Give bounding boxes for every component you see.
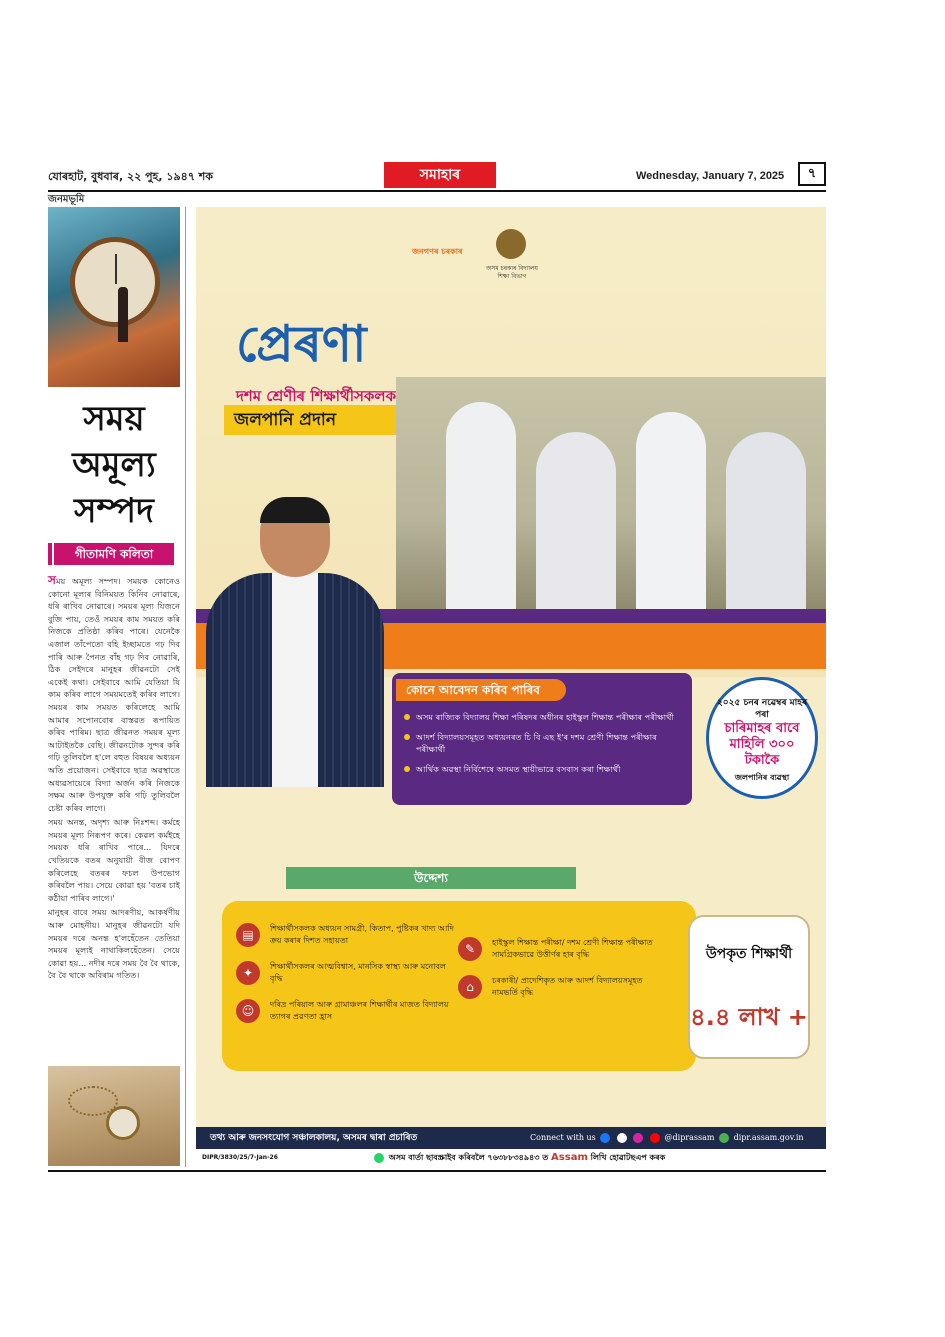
x-icon[interactable] [617, 1133, 627, 1143]
objectives-title: উদ্দেশ্য [286, 867, 576, 889]
drop-cap: স [48, 573, 56, 587]
scheme-title: প্ৰেৰণা [236, 314, 367, 373]
govt-logo: জনগণৰ চৰকাৰ [412, 247, 463, 256]
objective-item: ✎ হাইস্কুল শিক্ষান্ত পৰীক্ষা/ দশম শ্ৰেণী শিক্ষান্ত পৰীক্ষাত সামগ্ৰিকভাৱে উত্তীৰ্ণৰ হাৰ বৃদ্ধি [458, 937, 658, 961]
instagram-icon[interactable] [633, 1133, 643, 1143]
header-rule [48, 190, 826, 192]
ad-footer [196, 1127, 826, 1149]
header-date-english: Wednesday, January 7, 2025 [636, 170, 785, 182]
scheme-subtitle: দশম শ্ৰেণীৰ শিক্ষাৰ্থীসকলক [236, 387, 397, 405]
footer-rule [48, 1170, 826, 1172]
article-para-2: সময় অনন্ত, অদৃশ্য আৰু নিঃশব্দ। কৰ্মহে সময়ৰ মূল্য নিৰূপণ কৰে। কেৱল কৰ্মইহে সময়ক ধৰি ৰাখিব পাৰে... যিদৰে খেতিয়কে বতৰ অনুযায়ী বীজ বোপণ কৰিলেহে বতৰৰ ফচল উপভোগ কৰিবলৈ পায়। সেয়ে কোৱা হয় 'বতৰ চাই কঠীয়া পাৰিব লাগে।' [48, 817, 180, 903]
globe-icon [719, 1133, 729, 1143]
publisher-credit: তথ্য আৰু জনসংযোগ সঞ্চালকালয়, অসমৰ দ্বাৰা প্ৰচাৰিত [210, 1133, 418, 1143]
clock-illustration [48, 207, 180, 387]
eligibility-list [402, 711, 687, 783]
article-para-3: মানুহৰ বাবে সময় আদৰণীয়, আকৰ্ষণীয় আৰু মোহনীয়। মানুহৰ জীৱনটো যদি সময়ৰ দৰে অনন্ত হ'লহেঁতেন তেতিয়া সময়ৰ মূল্যই নাথাকিলহেঁতেন। সেয়ে কোৱা হয়... নদীৰ দৰে সময় বৈ বৈ থাকে, বৈ বৈ থাকে অবিৰাম গতিত। [48, 907, 180, 981]
books-icon: ▤ [236, 923, 260, 947]
objective-item: ☺ দৰিদ্ৰ পৰিয়াল আৰু গ্ৰামাঞ্চলৰ শিক্ষাৰ্থীৰ মাজত বিদ্যালয় ত্যাগৰ প্ৰৱণতা হ্ৰাস [236, 999, 456, 1023]
cm-shirt [272, 573, 318, 787]
article-body [48, 574, 180, 984]
walking-figure [118, 287, 128, 342]
article-title [48, 396, 180, 534]
title-line-3: সম্পদ [74, 491, 154, 531]
clock-icon [70, 237, 160, 327]
objectives-left [236, 923, 456, 1037]
objective-item: ⌂ চৰকাৰী/ প্ৰাদেশিকৃত আৰু আদৰ্শ বিদ্যালয়সমূহত নামভৰ্তি বৃদ্ধি [458, 975, 658, 999]
student-3 [636, 412, 706, 612]
department-label: অসম চৰকাৰ বিদ্যালয় শিক্ষা বিভাগ [486, 265, 538, 280]
title-line-2: অমূল্য [72, 445, 156, 485]
school-icon: ⌂ [458, 975, 482, 999]
chief-minister-photo [200, 497, 390, 787]
youtube-icon[interactable] [650, 1133, 660, 1143]
eligibility-item: আৰ্থিক অৱস্থা নিৰ্বিশেষে অসমত স্থায়ীভাৱে বসবাস কৰা শিক্ষাৰ্থী [402, 763, 687, 775]
eligibility-title: কোনে আবেদন কৰিব পাৰিব [396, 679, 566, 701]
pocket-watch-image [48, 1066, 180, 1166]
header-date-assamese: যোৰহাট, বুধবাৰ, ২২ পুহ, ১৯৪৭ শক [48, 170, 213, 183]
title-line-1: সময় [83, 399, 145, 439]
social-handle[interactable]: @diprassam [664, 1133, 715, 1142]
whatsapp-icon [374, 1153, 384, 1163]
author-name: গীতামণি কলিতা [54, 543, 174, 565]
objective-item: ✦ শিক্ষাৰ্থীসকলৰ আত্মবিশ্বাস, মানসিক স্বাস্থ্য আৰু মনোবল বৃদ্ধি [236, 961, 456, 985]
objective-item: ▤ শিক্ষাৰ্থীসকলক অধ্যয়ন সামগ্ৰী, কিতাপ, পুষ্টিকৰ খাদ্য আদি ক্ৰয় কৰাৰ দিশত সহায়তা [236, 923, 456, 947]
social-links [530, 1127, 804, 1149]
family-icon: ☺ [236, 999, 260, 1023]
connect-label: Connect with us [530, 1133, 596, 1142]
lightbulb-icon: ✦ [236, 961, 260, 985]
beneficiaries-count: ৪.৪ লাখ + [690, 1003, 808, 1031]
badge-period: ২০২৫ চনৰ নৱেম্বৰ মাহৰ পৰা [716, 698, 808, 720]
student-4 [726, 432, 806, 612]
watch-icon [106, 1106, 140, 1140]
beneficiaries-label: উপকৃত শিক্ষাৰ্থী [705, 946, 793, 962]
dipr-number: DIPR/3830/25/7-Jan-26 [202, 1154, 278, 1161]
whatsapp-note: অসম বাৰ্তা ছাবস্ক্ৰাইব কৰিবলৈ ৭৬৩৮৮৩৪৯৪৩ ত Assam লিখি হোৱাটছএপ কৰক [372, 1149, 665, 1167]
badge-note: জলপানিৰ ব্যৱস্থা [734, 773, 790, 782]
website-link[interactable]: dipr.assam.gov.in [733, 1133, 804, 1142]
objectives-right [458, 937, 658, 1013]
article-para-1: সময় অমূল্য সম্পদ। সময়ক কোনেও কোনো মূল্যৰ বিনিময়ত কিনিব নোৱাৰে, ধৰি ৰাখিব নোৱাৰে। সময়ৰ মূল্য যিজনে বুজি পায়, তেওঁ সময়ৰ কাম সময়ত কৰি নিজকে প্ৰতিষ্ঠা কৰিব পাৰে। যেনেকৈ এজাল তাঁপেতো বহি ইচ্ছামতে গঢ় দিব পাৰি আৰু পৈনত বাঁহ গঢ় দিব নোৱাৰি, ঠিক সেইদৰে মানুহৰ জীৱনটো সেই একেই কথা। সেইবাবে আমি যেতিয়া যি কাম কৰিব লাগে সময়মতেই কৰিব লাগে। সময়ৰ কাম সময়ত কৰিলেহে আমি আমাৰ সপোনবোৰ বাস্তৱত ৰূপায়িত কৰিব পাৰিম। ছাত্ৰ জীৱনত সময়ৰ মূল্য আটাইতকৈ বেছি। জীৱনটোক সুন্দৰ কৰি গঢ়ি তুলিবলৈ হ'লে বহুত বিষয়ৰ অধ্যয়ন অতি প্ৰয়োজন। সেইবাবে ছাত্ৰ অৱস্থাতে অধ্যৱসায়েৰে বিদ্যা অৰ্জন কৰি নিজকে সক্ষম আৰু উপযুক্ত কৰি গঢ়ি তুলিবলৈ চেষ্টা কৰিব লাগে। [48, 573, 180, 813]
scheme-tagline: জলপানি প্ৰদান [224, 405, 414, 435]
students-photo [396, 377, 826, 612]
badge-amount: চাৰিমাহৰ বাবে মাহিলি ৩০০ টকাকৈ [724, 721, 800, 768]
facebook-icon[interactable] [600, 1133, 610, 1143]
paper-name: জনমভূমি [48, 194, 85, 205]
emblem-icon [496, 229, 526, 259]
section-brand: সমাহাৰ [384, 162, 496, 188]
ad-subfooter [196, 1149, 826, 1167]
scholarship-advertisement [196, 207, 826, 1167]
eligibility-item: আদৰ্শ বিদ্যালয়সমূহত অধ্যয়নৰত চি বি এছ ই'ৰ দশম শ্ৰেণী শিক্ষান্ত পৰীক্ষাৰ পৰীক্ষাৰ্থী [402, 731, 687, 755]
exam-sheet-icon: ✎ [458, 937, 482, 961]
student-2 [536, 432, 616, 612]
author-bar [48, 543, 52, 565]
page-number: ৭ [798, 162, 826, 186]
cm-hair [260, 497, 330, 523]
eligibility-item: অসম ৰাজ্যিক বিদ্যালয় শিক্ষা পৰিষদৰ অধীনৰ হাইস্কুল শিক্ষান্ত পৰীক্ষাৰ পৰীক্ষাৰ্থী [402, 711, 687, 723]
column-divider [185, 207, 186, 1167]
student-1 [446, 402, 516, 612]
whatsapp-keyword: Assam [551, 1152, 588, 1163]
